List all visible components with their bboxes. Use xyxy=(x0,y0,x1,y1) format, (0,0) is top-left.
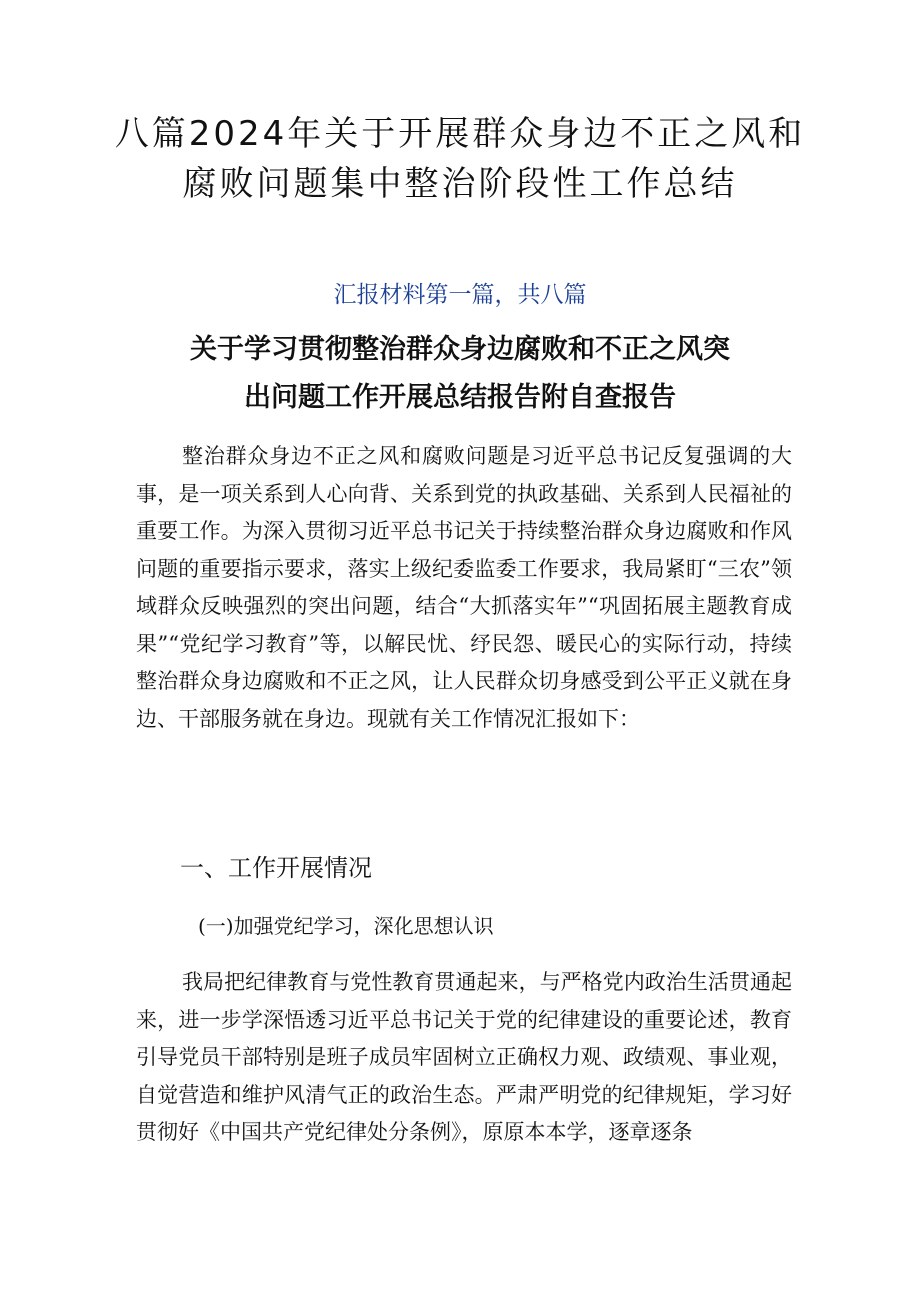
subsection-heading-party-discipline: (一)加强党纪学习，深化思想认识 xyxy=(198,914,494,938)
document-title-line1: 八篇2024年关于开展群众身边不正之风和 xyxy=(114,114,806,154)
section-heading-work-progress: 一、工作开展情况 xyxy=(180,854,372,882)
document-title-line2: 腐败问题集中整治阶段性工作总结 xyxy=(182,164,738,204)
report-title-line2: 出问题工作开展总结报告附自查报告 xyxy=(244,382,676,413)
intro-paragraph: 整治群众身边不正之风和腐败问题是习近平总书记反复强调的大事，是一项关系到人心向背、关系到党的执政基础、关系到人民福祉的重要工作。为深入贯彻习近平总书记关于持续整治群众身边腐败和作风问题的重要指示要求，落实上级纪委监委工作要求，我局紧盯“三农”领域群众反映强烈的突出问题，结合“大抓落实年”“巩固拓展主题教育成果”“党纪学习教育”等，以解民忧、纾民怨、暖民心的实际行动，持续整治群众身边腐败和不正之风，让人民群众切身感受到公平正义就在身边、干部服务就在身边。现就有关工作情况汇报如下： xyxy=(136,444,792,731)
body-paragraph: 我局把纪律教育与党性教育贯通起来，与严格党内政治生活贯通起来，进一步学深悟透习近平总书记关于党的纪律建设的重要论述，教育引导党员干部特别是班子成员牢固树立正确权力观、政绩观、事业观，自觉营造和维护风清气正的政治生态。严肃严明党的纪律规矩，学习好贯彻好《中国共产党纪律处分条例》，原原本本学，逐章逐条 xyxy=(136,970,792,1144)
document-subtitle: 汇报材料第一篇，共八篇 xyxy=(333,282,587,308)
report-title-line1: 关于学习贯彻整治群众身边腐败和不正之风突 xyxy=(190,334,730,365)
